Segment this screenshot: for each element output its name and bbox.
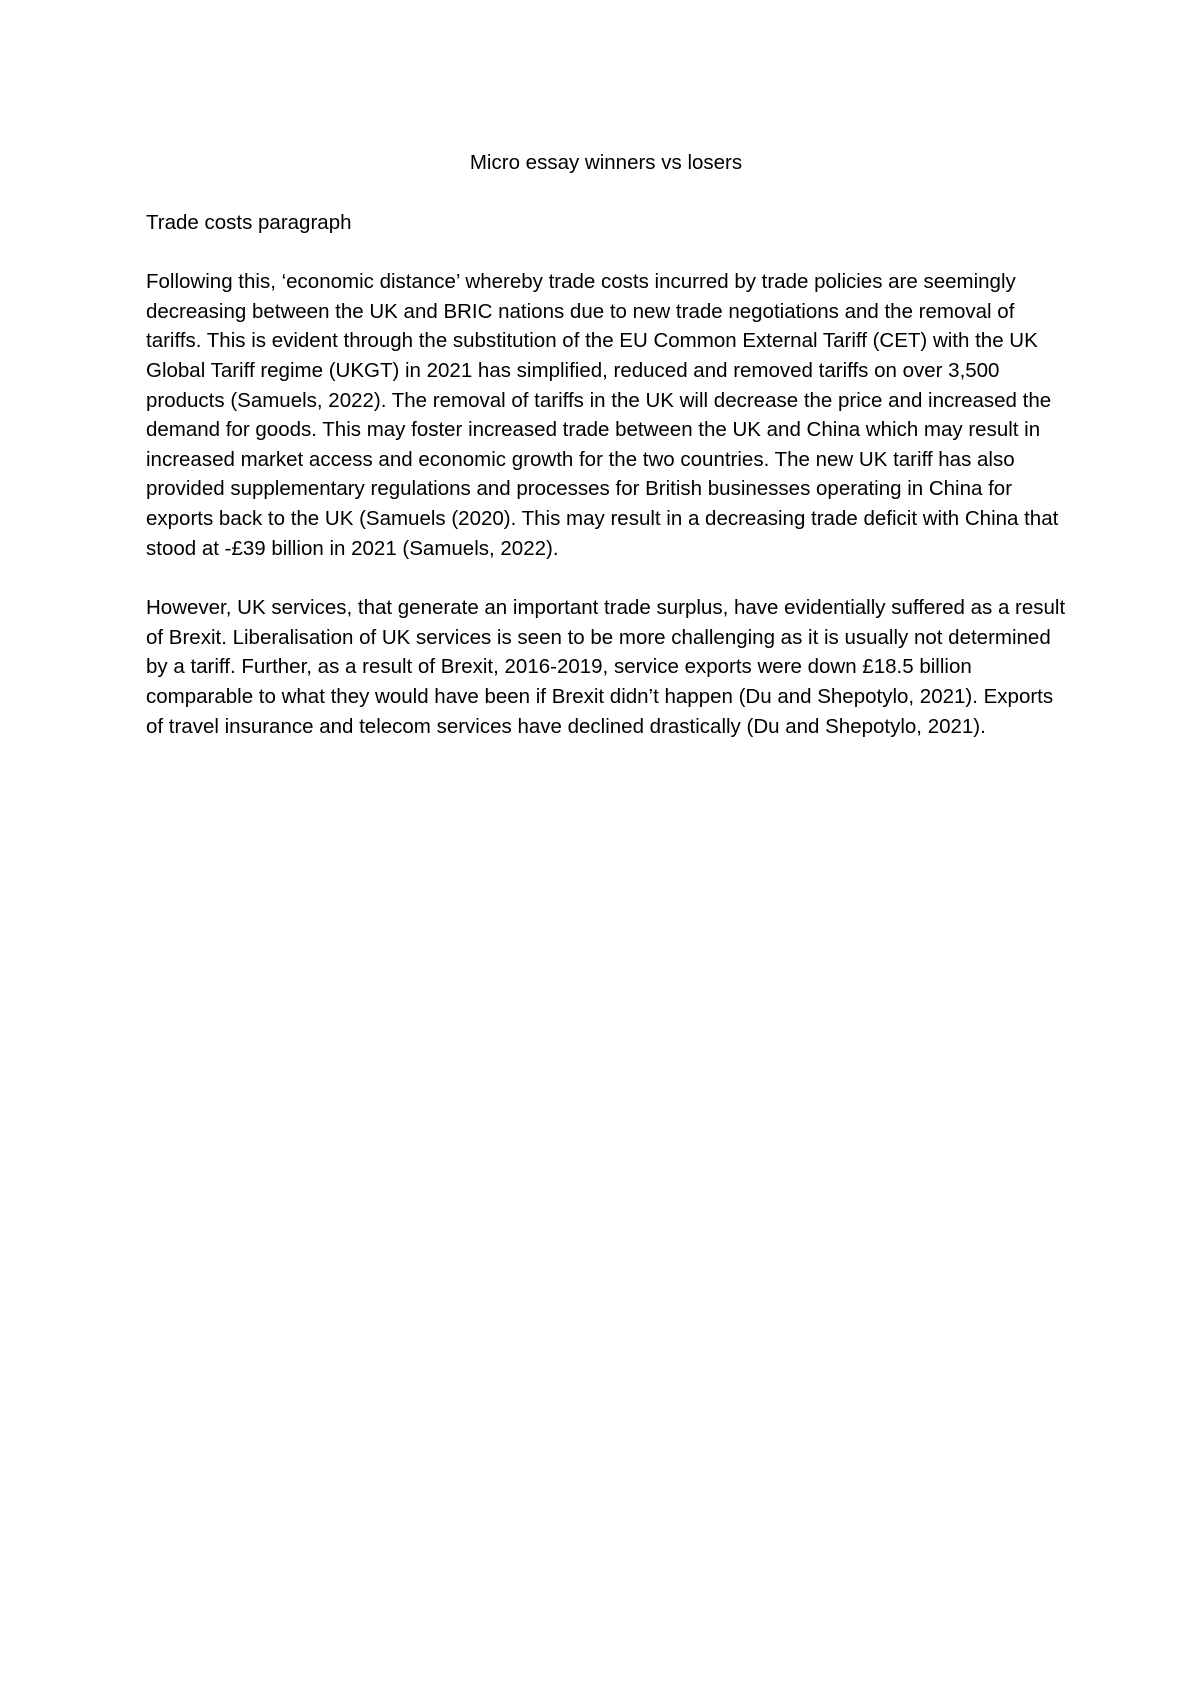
- document-body: [146, 148, 1066, 741]
- paragraph-uk-services: However, UK services, that generate an important trade surplus, have evidentially suffered as a result of Brexit. Liberalisation of UK services is seen to be more challenging as it is usually not determined by a tariff. Further, as a result of Brexit, 2016-2019, service exports were down £18.5 billion comparable to what they would have been if Brexit didn’t happen (Du and Shepotylo, 2021). Exports of travel insurance and telecom services have declined drastically (Du and Shepotylo, 2021).: [146, 596, 1066, 738]
- section-heading: Trade costs paragraph: [146, 210, 352, 234]
- document-title: Micro essay winners vs losers: [469, 151, 743, 174]
- paragraph-trade-costs: Following this, ‘economic distance’ whereby trade costs incurred by trade policies are seemingly decreasing between the UK and BRIC nations due to new trade negotiations and the removal of tariffs. This is evident through the substitution of the EU Common External Tariff (CET) with the UK Global Tariff regime (UKGT) in 2021 has simplified, reduced and removed tariffs on over 3,500 products (Samuels, 2022). The removal of tariffs in the UK will decrease the price and increased the demand for goods. This may foster increased trade between the UK and China which may result in increased market access and economic growth for the two countries. The new UK tariff has also provided supplementary regulations and processes for British businesses operating in China for exports back to the UK (Samuels (2020). This may result in a decreasing trade deficit with China that stood at -£39 billion in 2021 (Samuels, 2022).: [146, 270, 1059, 560]
